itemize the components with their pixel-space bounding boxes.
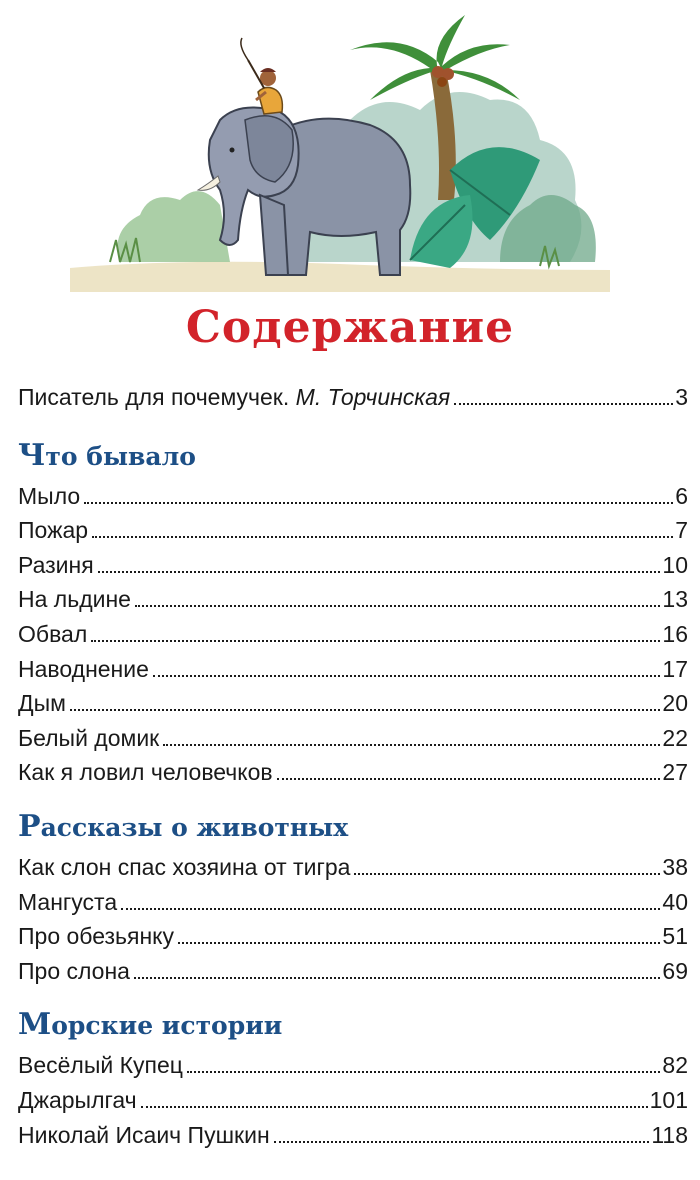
dot-leader	[153, 675, 661, 677]
entry-page-number: 82	[662, 1052, 688, 1079]
entry-title: Белый домик	[18, 724, 160, 751]
dot-leader	[135, 605, 660, 607]
entry-title: Весёлый Купец	[18, 1052, 183, 1079]
dot-leader	[163, 744, 660, 746]
entry-page-number: 51	[662, 923, 688, 950]
entry-page-number: 118	[651, 1121, 688, 1148]
entry-title: Пожар	[18, 517, 89, 544]
section-heading: Морские истории	[18, 1007, 283, 1043]
elephant-illustration	[70, 0, 610, 300]
entry-title: Джарылгач	[18, 1086, 137, 1113]
table-of-contents	[18, 380, 688, 1152]
ground	[70, 262, 610, 292]
entry-page-number: 69	[662, 957, 688, 984]
toc-entry[interactable]	[18, 850, 688, 885]
toc-entry[interactable]	[18, 513, 688, 548]
entry-page-number: 38	[662, 853, 688, 880]
dot-leader	[98, 571, 661, 573]
entry-page-number: 27	[662, 759, 688, 786]
entry-title: Мангуста	[18, 888, 118, 915]
toc-entry[interactable]	[18, 617, 688, 652]
dot-leader	[91, 640, 660, 642]
dot-leader	[277, 778, 661, 780]
dot-leader	[454, 403, 673, 405]
entry-page-number: 6	[675, 482, 688, 509]
toc-entry[interactable]	[18, 1083, 688, 1118]
toc-entry[interactable]	[18, 582, 688, 617]
dot-leader	[141, 1106, 648, 1108]
toc-entry[interactable]	[18, 1118, 688, 1153]
dot-leader	[121, 908, 660, 910]
entry-title: Как слон спас хозяина от тигра	[18, 853, 351, 880]
toc-entry[interactable]	[18, 686, 688, 721]
entry-title: Про слона	[18, 957, 130, 984]
toc-entry[interactable]	[18, 652, 688, 687]
dot-leader	[70, 709, 660, 711]
toc-entry[interactable]	[18, 721, 688, 756]
section-heading: Что бывало	[18, 437, 196, 473]
entry-title: Дым	[18, 690, 66, 717]
toc-entry[interactable]	[18, 479, 688, 514]
entry-title: Мыло	[18, 482, 81, 509]
entry-title: Писатель для почемучек. М. Торчинская	[18, 384, 451, 410]
toc-entry[interactable]	[18, 1048, 688, 1083]
entry-title: Николай Исаич Пушкин	[18, 1121, 270, 1148]
page-title: Содержание	[185, 302, 515, 353]
dot-leader	[134, 977, 660, 979]
entry-title: На льдине	[18, 586, 131, 613]
entry-page-number: 40	[662, 888, 688, 915]
dot-leader	[274, 1141, 650, 1143]
toc-entry[interactable]	[18, 755, 688, 790]
dot-leader	[178, 942, 660, 944]
entry-page-number: 3	[675, 384, 688, 410]
entry-title: Про обезьянку	[18, 923, 175, 950]
entry-title: Обвал	[18, 620, 88, 647]
entry-page-number: 17	[662, 655, 688, 682]
toc-entry[interactable]	[18, 885, 688, 920]
bush-left	[118, 191, 231, 262]
entry-page-number: 7	[675, 517, 688, 544]
entry-page-number: 10	[662, 551, 688, 578]
dot-leader	[92, 536, 673, 538]
section-heading: Рассказы о животных	[18, 808, 349, 844]
entry-page-number: 20	[662, 690, 688, 717]
entry-page-number: 22	[662, 724, 688, 751]
entry-page-number: 101	[649, 1086, 688, 1113]
entry-title: Разиня	[18, 551, 94, 578]
entry-title: Наводнение	[18, 655, 149, 682]
toc-entry[interactable]	[18, 548, 688, 583]
dot-leader	[187, 1071, 660, 1073]
toc-entry-intro[interactable]	[18, 380, 688, 415]
toc-entry[interactable]	[18, 954, 688, 989]
entry-author: М. Торчинская	[295, 384, 451, 410]
entry-page-number: 16	[662, 620, 688, 647]
dot-leader	[84, 502, 673, 504]
toc-entry[interactable]	[18, 919, 688, 954]
elephant	[198, 108, 410, 276]
entry-page-number: 13	[662, 586, 688, 613]
entry-title: Как я ловил человечков	[18, 759, 273, 786]
rider	[241, 38, 283, 114]
dot-leader	[354, 873, 660, 875]
